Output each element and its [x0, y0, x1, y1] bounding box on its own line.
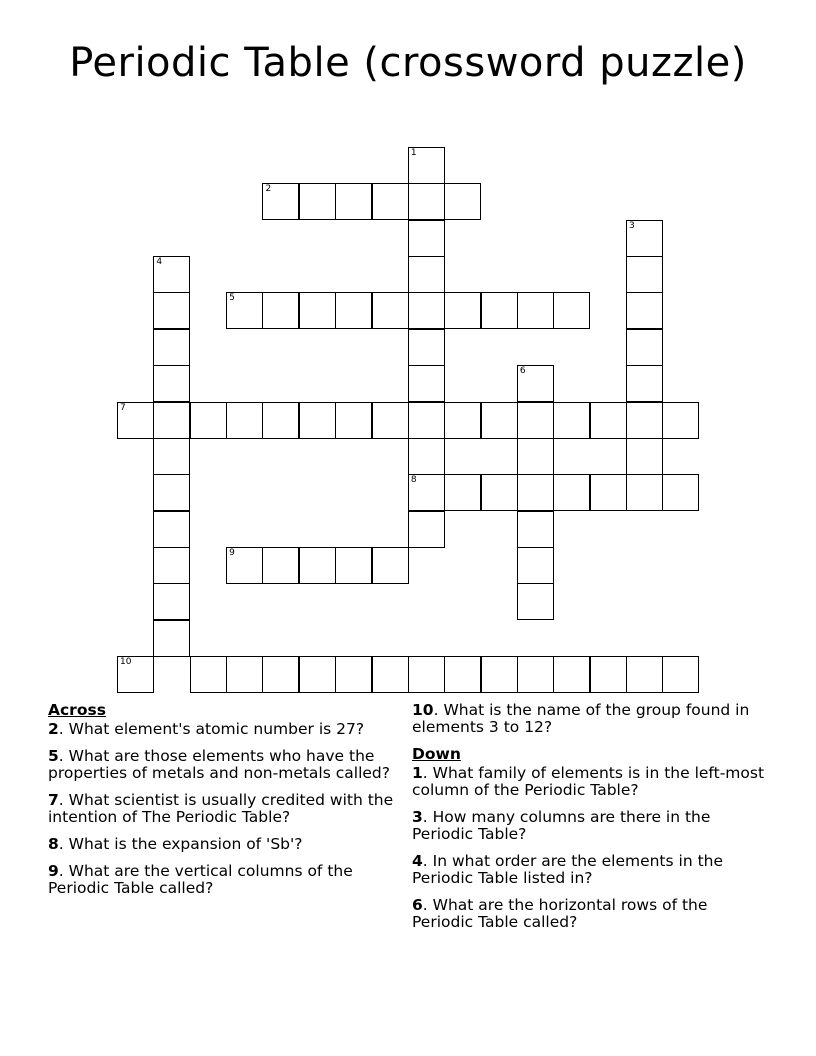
clue-across-10: 10. What is the name of the group found in elements 3 to 12?: [412, 701, 750, 736]
crossword-cell[interactable]: [262, 292, 299, 329]
crossword-cell[interactable]: [626, 220, 663, 257]
crossword-cell[interactable]: [335, 402, 372, 439]
crossword-cell[interactable]: [153, 402, 190, 439]
crossword-cell[interactable]: [481, 292, 518, 329]
crossword-cell[interactable]: [372, 656, 409, 693]
crossword-cell[interactable]: [299, 656, 336, 693]
crossword-cell[interactable]: [626, 438, 663, 475]
crossword-cell[interactable]: [408, 329, 445, 366]
crossword-cell[interactable]: [662, 656, 699, 693]
clue-number: 2: [48, 720, 59, 738]
cell-number: 1: [410, 148, 417, 159]
crossword-cell[interactable]: [444, 402, 481, 439]
crossword-cell[interactable]: [626, 656, 663, 693]
clue-text: What scientist is usually credited with the intention of The Periodic Table?: [48, 791, 394, 826]
crossword-cell[interactable]: [153, 292, 190, 329]
clue-text: What is the name of the group found in elements 3 to 12?: [412, 701, 750, 736]
crossword-cell[interactable]: [335, 656, 372, 693]
crossword-cell[interactable]: [517, 438, 554, 475]
clue-text: What are the horizontal rows of the Periodic Table called?: [412, 896, 708, 931]
cell-number: 7: [120, 402, 126, 413]
cell-number: 10: [120, 656, 132, 667]
clue-number: 1: [412, 764, 423, 782]
crossword-cell[interactable]: [372, 292, 409, 329]
crossword-cell[interactable]: [553, 474, 590, 511]
crossword-cell[interactable]: [299, 402, 336, 439]
clue-number: 10: [412, 701, 434, 719]
crossword-cell[interactable]: [517, 402, 554, 439]
cell-number: 2: [265, 184, 272, 195]
crossword-cell[interactable]: [662, 474, 699, 511]
crossword-cell[interactable]: [372, 183, 409, 220]
crossword-cell[interactable]: [190, 402, 227, 439]
crossword-cell[interactable]: [553, 402, 590, 439]
clue-across-2: 2. What element's atomic number is 27?: [48, 720, 365, 738]
clue-across-9: 9. What are the vertical columns of the Periodic Table called?: [48, 862, 353, 897]
crossword-cell[interactable]: [153, 511, 190, 548]
clues-left-column: [48, 702, 403, 907]
crossword-cell[interactable]: [481, 402, 518, 439]
crossword-cell[interactable]: [408, 220, 445, 257]
crossword-cell[interactable]: [226, 656, 263, 693]
clue-down-1: 1. What family of elements is in the left-most column of the Periodic Table?: [412, 764, 765, 799]
crossword-cell[interactable]: [517, 547, 554, 584]
clue-number: 8: [48, 835, 59, 853]
crossword-cell[interactable]: [262, 656, 299, 693]
crossword-cell[interactable]: [299, 292, 336, 329]
across-heading: Across: [48, 701, 106, 719]
crossword-cell[interactable]: [517, 511, 554, 548]
clue-text: How many columns are there in the Periodic Table?: [412, 808, 711, 843]
crossword-cell[interactable]: [517, 474, 554, 511]
cell-number: 5: [229, 293, 235, 304]
clue-down-3: 3. How many columns are there in the Periodic Table?: [412, 808, 711, 843]
crossword-cell[interactable]: [517, 365, 554, 402]
crossword-cell[interactable]: [153, 583, 190, 620]
cell-number: 6: [519, 366, 526, 377]
crossword-cell[interactable]: [408, 656, 445, 693]
clue-down-4: 4. In what order are the elements in the Periodic Table listed in?: [412, 852, 724, 887]
crossword-cell[interactable]: [408, 365, 445, 402]
crossword-cell[interactable]: [262, 547, 299, 584]
crossword-cell[interactable]: [517, 583, 554, 620]
cell-number: 9: [229, 547, 235, 558]
clue-text: What family of elements is in the left-most column of the Periodic Table?: [412, 764, 765, 799]
clue-number: 5: [48, 747, 59, 765]
clue-down-6: 6. What are the horizontal rows of the Periodic Table called?: [412, 896, 708, 931]
crossword-cell[interactable]: [335, 183, 372, 220]
crossword-cell[interactable]: [626, 292, 663, 329]
crossword-cell[interactable]: [626, 365, 663, 402]
crossword-cell[interactable]: [481, 656, 518, 693]
crossword-cell[interactable]: [153, 329, 190, 366]
crossword-cell[interactable]: [553, 292, 590, 329]
cell-number: 4: [156, 257, 163, 268]
crossword-cell[interactable]: [262, 183, 299, 220]
clue-number: 6: [412, 896, 423, 914]
crossword-cell[interactable]: [481, 474, 518, 511]
crossword-cell[interactable]: [408, 256, 445, 293]
clue-across-5: 5. What are those elements who have the properties of metals and non-metals called?: [48, 747, 390, 782]
cell-number: 8: [410, 475, 417, 486]
crossword-cell[interactable]: [626, 329, 663, 366]
crossword-cell[interactable]: [226, 547, 263, 584]
crossword-cell[interactable]: [190, 656, 227, 693]
crossword-cell[interactable]: [226, 292, 263, 329]
crossword-cell[interactable]: [408, 147, 445, 184]
crossword-cell[interactable]: [299, 547, 336, 584]
crossword-cell[interactable]: [408, 292, 445, 329]
crossword-cell[interactable]: [153, 474, 190, 511]
crossword-cell[interactable]: [517, 656, 554, 693]
crossword-cell[interactable]: [153, 438, 190, 475]
crossword-cell[interactable]: [590, 656, 627, 693]
crossword-cell[interactable]: [117, 656, 154, 693]
crossword-cell[interactable]: [408, 474, 445, 511]
clue-text: What are those elements who have the properties of metals and non-metals called?: [48, 747, 390, 782]
crossword-cell[interactable]: [662, 402, 699, 439]
crossword-cell[interactable]: [153, 365, 190, 402]
down-heading: Down: [412, 745, 461, 763]
crossword-cell[interactable]: [299, 183, 336, 220]
crossword-cell[interactable]: [517, 292, 554, 329]
clue-across-7: 7. What scientist is usually credited with the intention of The Periodic Table?: [48, 791, 394, 826]
crossword-cell[interactable]: [408, 511, 445, 548]
crossword-cell[interactable]: [444, 292, 481, 329]
clue-text: What element's atomic number is 27?: [68, 720, 365, 738]
crossword-cell[interactable]: [408, 402, 445, 439]
crossword-cell[interactable]: [590, 474, 627, 511]
clue-number: 9: [48, 862, 59, 880]
clue-number: 3: [412, 808, 423, 826]
crossword-cell[interactable]: [372, 547, 409, 584]
crossword-cell[interactable]: [590, 402, 627, 439]
crossword-cell[interactable]: [408, 183, 445, 220]
crossword-cell[interactable]: [153, 256, 190, 293]
crossword-cell[interactable]: [226, 402, 263, 439]
clue-text: What are the vertical columns of the Periodic Table called?: [48, 862, 353, 897]
crossword-cell[interactable]: [444, 183, 481, 220]
crossword-cell[interactable]: [153, 547, 190, 584]
clue-across-8: 8. What is the expansion of 'Sb'?: [48, 835, 303, 853]
crossword-cell[interactable]: [626, 402, 663, 439]
clues-right-column: [412, 702, 767, 941]
page-title: Periodic Table (crossword puzzle): [69, 40, 747, 86]
clue-number: 7: [48, 791, 59, 809]
cell-number: 3: [628, 220, 635, 231]
crossword-cell[interactable]: [117, 402, 154, 439]
crossword-cell[interactable]: [626, 474, 663, 511]
crossword-cell[interactable]: [408, 438, 445, 475]
crossword-cell[interactable]: [444, 474, 481, 511]
crossword-cell[interactable]: [153, 620, 190, 657]
crossword-cell[interactable]: [626, 256, 663, 293]
crossword-cell[interactable]: [335, 292, 372, 329]
crossword-cell[interactable]: [335, 547, 372, 584]
crossword-cell[interactable]: [372, 402, 409, 439]
crossword-cell[interactable]: [553, 656, 590, 693]
crossword-cell[interactable]: [262, 402, 299, 439]
clue-text: What is the expansion of 'Sb'?: [68, 835, 303, 853]
crossword-cell[interactable]: [444, 656, 481, 693]
clue-number: 4: [412, 852, 423, 870]
clue-text: In what order are the elements in the Periodic Table listed in?: [412, 852, 724, 887]
